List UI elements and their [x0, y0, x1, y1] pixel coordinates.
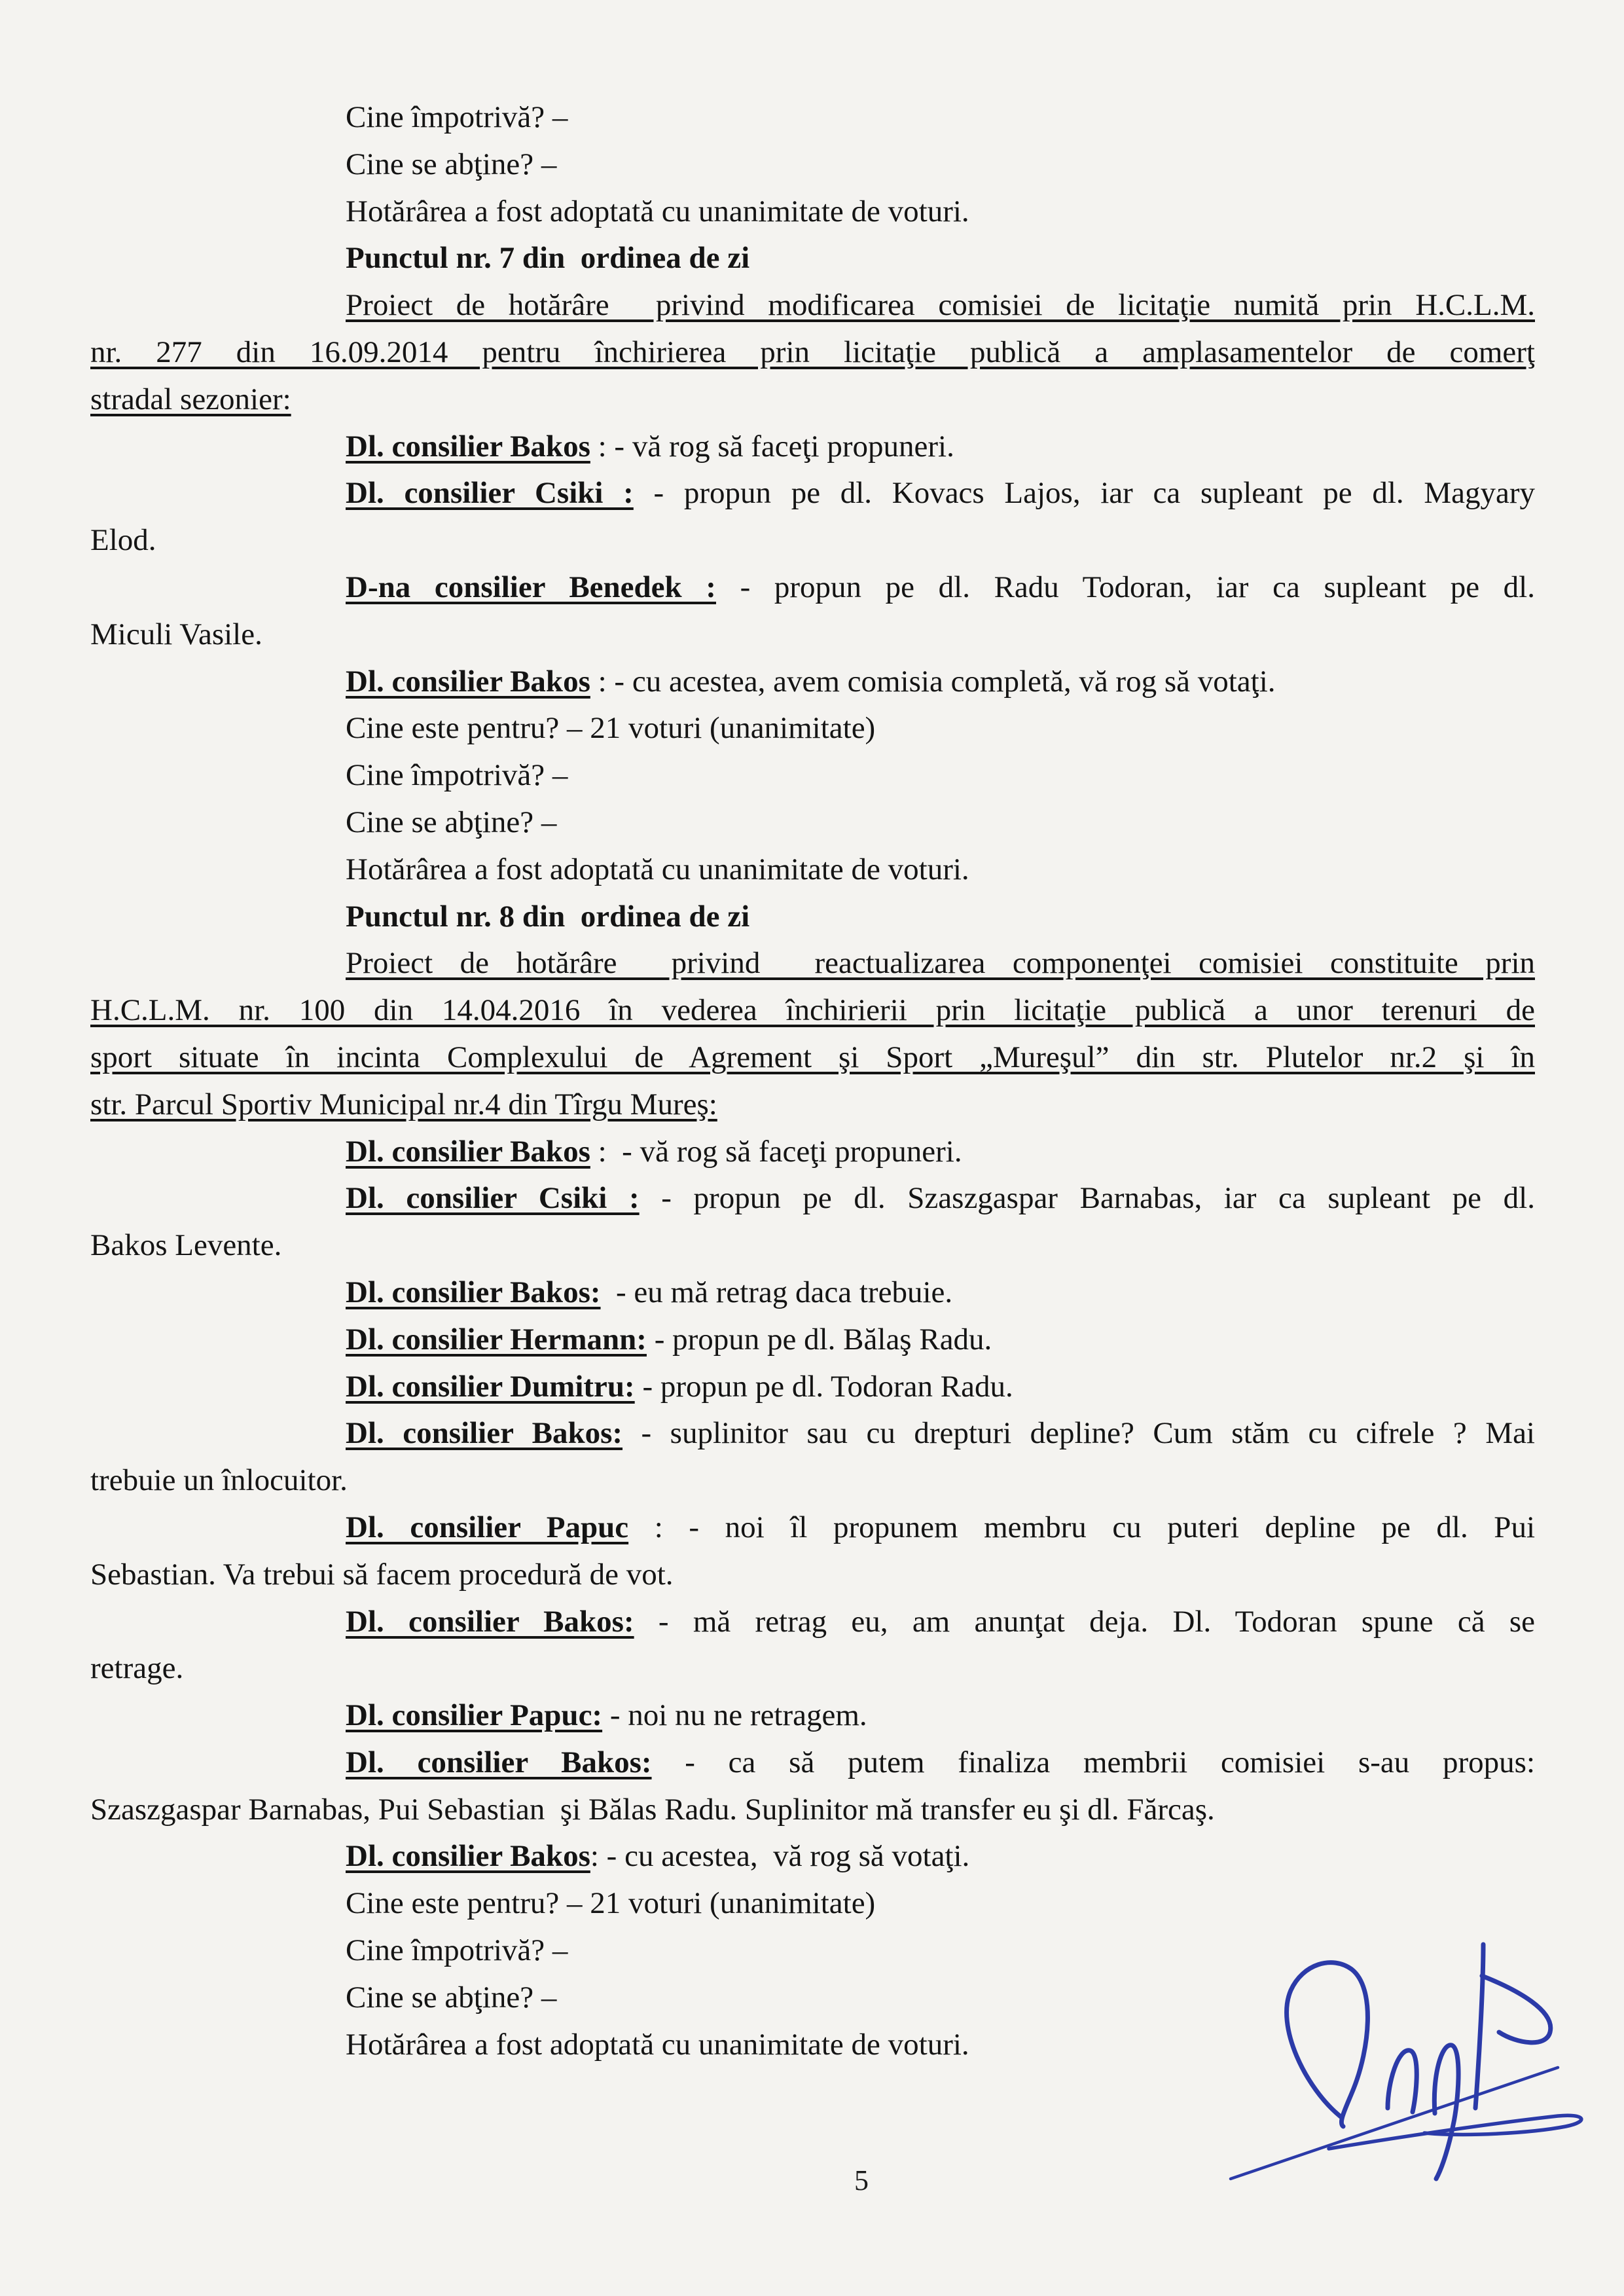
document-line: [90, 1317, 1535, 1364]
document-line: [90, 659, 1535, 706]
speaker-name: Dl. consilier Bakos: [346, 1839, 590, 1874]
line-text: Hotărârea a fost adoptată cu unanimitate de voturi.: [346, 194, 969, 228]
line-text: - mă retrag eu, am anunţat deja. Dl. Todoran spune că se: [634, 1604, 1535, 1639]
speaker-name: Dl. consilier Papuc:: [346, 1698, 603, 1733]
line-text: str. Parcul Sportiv Municipal nr.4 din Tîrgu Mureş:: [90, 1087, 717, 1121]
speaker-name: Dl. consilier Hermann:: [346, 1322, 647, 1357]
line-text: Elod.: [90, 523, 156, 558]
line-text: - ca să putem finaliza membrii comisiei s-au propus:: [651, 1745, 1535, 1779]
document-line: [90, 1364, 1535, 1411]
document-line: [90, 1222, 1535, 1269]
line-text: retrage.: [90, 1651, 184, 1686]
line-text: H.C.L.M. nr. 100 din 14.04.2016 în vederea închirierii prin licitaţie publică a unor terenuri de: [90, 993, 1535, 1028]
document-line: [90, 1692, 1535, 1740]
document-line: [90, 752, 1535, 799]
line-text: : - vă rog să faceţi propuneri.: [590, 429, 954, 464]
speaker-name: Dl. consilier Bakos:: [346, 1745, 652, 1779]
document-line: [90, 282, 1535, 329]
document-line: [90, 1504, 1535, 1552]
line-text: Cine împotrivă? –: [346, 758, 568, 793]
document-line: [90, 141, 1535, 189]
line-text: - propun pe dl. Kovacs Lajos, iar ca supleant pe dl. Magyary: [633, 476, 1535, 511]
speaker-name: Dl. consilier Bakos: [346, 429, 590, 464]
line-text: : - cu acestea, avem comisia completă, vă rog să votaţi.: [590, 664, 1276, 699]
line-text: Cine împotrivă? –: [346, 1933, 568, 1968]
line-text: Bakos Levente.: [90, 1228, 282, 1263]
document-body: [90, 94, 1535, 2068]
speaker-name: Dl. consilier Dumitru:: [346, 1369, 635, 1404]
line-text: - propun pe dl. Szaszgaspar Barnabas, iar ca supleant pe dl.: [639, 1181, 1535, 1216]
speaker-name: Dl. consilier Bakos:: [346, 1416, 623, 1451]
line-text: - eu mă retrag daca trebuie.: [600, 1275, 953, 1309]
line-text: Hotărârea a fost adoptată cu unanimitate de voturi.: [346, 852, 969, 886]
line-text: Miculi Vasile.: [90, 617, 262, 651]
speaker-name: Dl. consilier Bakos: [346, 664, 590, 699]
speaker-name: Dl. consilier Csiki :: [346, 476, 634, 511]
document-line: [90, 235, 1535, 282]
document-line: [90, 987, 1535, 1034]
document-line: [90, 1457, 1535, 1504]
document-line: [90, 1740, 1535, 1787]
document-line: [90, 1269, 1535, 1317]
line-text: Cine împotrivă? –: [346, 100, 568, 134]
line-text: - propun pe dl. Radu Todoran, iar ca supleant pe dl.: [715, 570, 1535, 604]
document-line: [90, 1129, 1535, 1176]
page-number: 5: [854, 2164, 869, 2196]
line-text: Cine se abţine? –: [346, 805, 557, 839]
line-text: Cine este pentru? – 21 voturi (unanimitate): [346, 711, 876, 746]
document-line: [90, 705, 1535, 752]
line-text: Sebastian. Va trebui să facem procedură de vot.: [90, 1557, 674, 1592]
speaker-name: Punctul nr. 8 din ordinea de zi: [346, 899, 750, 934]
handwritten-signature: [1191, 1892, 1623, 2200]
document-line: [90, 940, 1535, 987]
document-line: [90, 1599, 1535, 1646]
line-text: Proiect de hotărâre privind reactualizarea componenţei comisiei constituite prin: [346, 946, 1535, 981]
document-line: [90, 1787, 1535, 1834]
line-text: - noi nu ne retragem.: [602, 1698, 867, 1733]
document-line: [90, 94, 1535, 141]
speaker-name: Dl. consilier Csiki :: [346, 1181, 640, 1216]
document-line: [90, 1082, 1535, 1129]
line-text: - propun pe dl. Bălaş Radu.: [646, 1322, 992, 1357]
line-text: Szaszgaspar Barnabas, Pui Sebastian şi Bălas Radu. Suplinitor mă transfer eu şi dl. Fărcaş.: [90, 1792, 1215, 1827]
document-line: [90, 799, 1535, 847]
line-text: sport situate în incinta Complexului de Agrement şi Sport „Mureşul” din str. Plutelor nr.2 şi în: [90, 1040, 1535, 1074]
line-text: stradal sezonier:: [90, 382, 291, 416]
document-line: [90, 517, 1535, 564]
document-line: [90, 1410, 1535, 1457]
document-line: [90, 1833, 1535, 1880]
line-text: : - vă rog să faceţi propuneri.: [590, 1134, 962, 1169]
document-line: [90, 1034, 1535, 1082]
document-line: [90, 424, 1535, 471]
speaker-name: Punctul nr. 7 din ordinea de zi: [346, 241, 750, 276]
line-text: trebuie un înlocuitor.: [90, 1463, 348, 1498]
document-line: [90, 564, 1535, 611]
document-line: [90, 611, 1535, 659]
document-line: [90, 1645, 1535, 1692]
line-text: Cine se abţine? –: [346, 147, 557, 181]
document-line: [90, 847, 1535, 894]
document-line: [90, 329, 1535, 376]
line-text: - propun pe dl. Todoran Radu.: [634, 1369, 1013, 1404]
line-text: : - noi îl propunem membru cu puteri depline pe dl. Pui: [628, 1510, 1535, 1544]
line-text: Cine este pentru? – 21 voturi (unanimitate): [346, 1886, 876, 1921]
line-text: Cine se abţine? –: [346, 1980, 557, 2014]
document-line: [90, 376, 1535, 424]
document-line: [90, 894, 1535, 941]
speaker-name: Dl. consilier Bakos:: [346, 1275, 601, 1309]
document-line: [90, 470, 1535, 517]
speaker-name: Dl. consilier Bakos: [346, 1134, 590, 1169]
speaker-name: Dl. consilier Bakos:: [346, 1604, 634, 1639]
speaker-name: Dl. consilier Papuc: [346, 1510, 629, 1544]
line-text: : - cu acestea, vă rog să votaţi.: [590, 1839, 970, 1874]
document-line: [90, 189, 1535, 236]
line-text: Hotărârea a fost adoptată cu unanimitate de voturi.: [346, 2027, 969, 2062]
document-line: [90, 1552, 1535, 1599]
document-line: [90, 1175, 1535, 1222]
speaker-name: D-na consilier Benedek :: [346, 570, 716, 604]
line-text: Proiect de hotărâre privind modificarea comisiei de licitaţie numită prin H.C.L.M.: [346, 288, 1535, 323]
line-text: nr. 277 din 16.09.2014 pentru închirierea prin licitaţie publică a amplasamentelor de comerţ: [90, 335, 1535, 369]
line-text: - suplinitor sau cu drepturi depline? Cum stăm cu cifrele ? Mai: [623, 1416, 1535, 1451]
